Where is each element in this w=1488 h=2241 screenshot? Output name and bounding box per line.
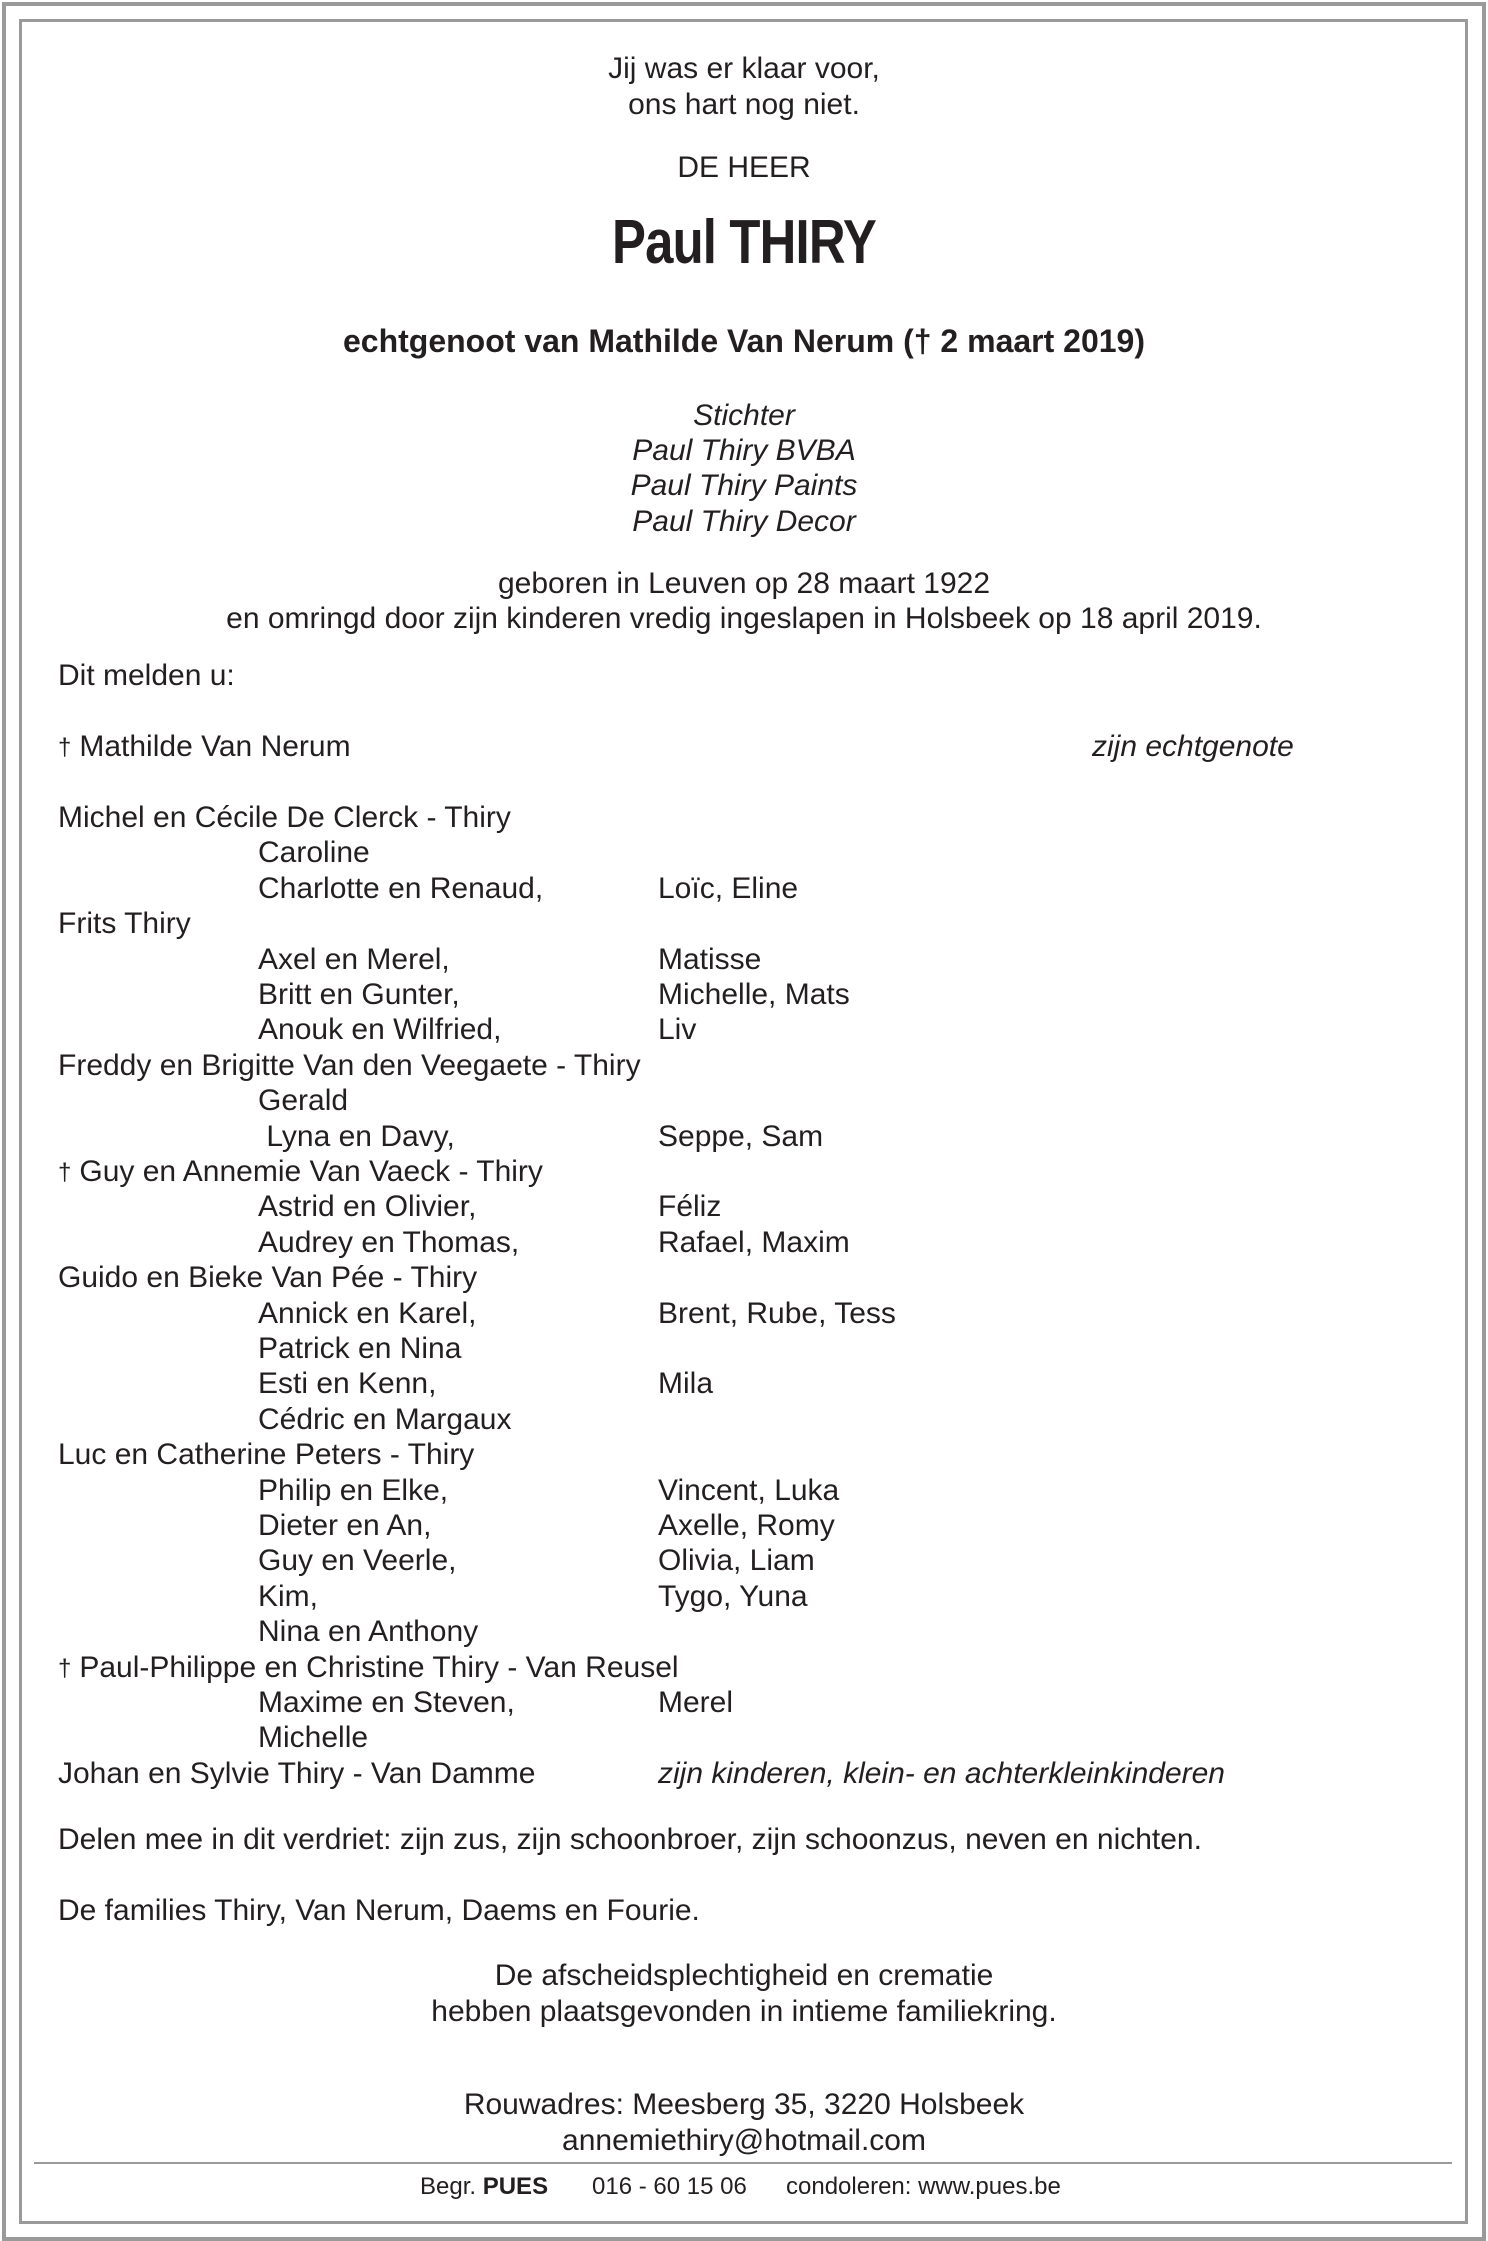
family-member: Annick en Karel, bbox=[258, 1296, 477, 1330]
share-line: Delen mee in dit verdriet: zijn zus, zijn schoonbroer, zijn schoonzus, neven en nichten. bbox=[58, 1823, 1202, 1856]
birth-line: geboren in Leuven op 28 maart 1922 bbox=[497, 567, 991, 600]
family-head-name: Johan en Sylvie Thiry - Van Damme bbox=[58, 1756, 536, 1790]
family-member: Dieter en An, bbox=[258, 1509, 432, 1542]
cross-icon: † bbox=[58, 1654, 72, 1682]
family-head-name: Paul-Philippe en Christine Thiry - Van Reusel bbox=[79, 1650, 679, 1684]
death-line: en omringd door zijn kinderen vredig ingeslapen in Holsbeek op 18 april 2019. bbox=[226, 602, 1262, 635]
family-head bbox=[58, 1260, 477, 1296]
family-grandchildren: Olivia, Liam bbox=[658, 1544, 815, 1578]
poem-line-1: Jij was er klaar voor, bbox=[608, 52, 880, 85]
family-head bbox=[58, 1756, 535, 1792]
family-member: Charlotte en Renaud, bbox=[258, 871, 544, 905]
footer-condole: condoleren: www.pues.be bbox=[786, 2173, 1061, 2200]
family-head-name: Guy en Annemie Van Vaeck - Thiry bbox=[79, 1155, 543, 1188]
ceremony-line-2: hebben plaatsgevonden in intieme familiekring. bbox=[431, 1995, 1057, 2028]
family-relation: zijn kinderen, klein- en achterkleinkinderen bbox=[658, 1756, 1225, 1790]
family-head bbox=[58, 1048, 641, 1084]
family-grandchildren: Féliz bbox=[658, 1190, 722, 1224]
ceremony-line-1: De afscheidsplechtigheid en crematie bbox=[494, 1959, 994, 1992]
family-head bbox=[58, 1437, 474, 1473]
family-grandchildren: Loïc, Eline bbox=[658, 871, 799, 905]
family-member: Cédric en Margaux bbox=[258, 1402, 512, 1436]
family-member: Michelle bbox=[258, 1721, 369, 1755]
honorific: DE HEER bbox=[677, 151, 811, 184]
family-grandchildren: Tygo, Yuna bbox=[658, 1579, 808, 1613]
family-grandchildren: Liv bbox=[658, 1013, 697, 1047]
announce-intro: Dit melden u: bbox=[58, 659, 235, 692]
email-line: annemiethiry@hotmail.com bbox=[562, 2124, 926, 2157]
role-founder: Stichter bbox=[693, 399, 795, 432]
family-member: Philip en Elke, bbox=[258, 1473, 449, 1507]
role-company-2: Paul Thiry Paints bbox=[630, 469, 858, 502]
family-head bbox=[58, 1154, 543, 1191]
family-head-name: Freddy en Brigitte Van den Veegaete - Thiry bbox=[58, 1048, 641, 1082]
family-head-name: Guido en Bieke Van Pée - Thiry bbox=[58, 1261, 478, 1295]
family-grandchildren: Mila bbox=[658, 1367, 714, 1401]
family-member: Esti en Kenn, bbox=[258, 1367, 437, 1401]
cross-icon: † bbox=[58, 1159, 72, 1186]
family-grandchildren: Axelle, Romy bbox=[658, 1509, 835, 1542]
family-grandchildren: Matisse bbox=[658, 942, 762, 976]
family-head-name: Michel en Cécile De Clerck - Thiry bbox=[58, 801, 511, 834]
family-member: Astrid en Olivier, bbox=[258, 1190, 477, 1224]
cross-icon: † bbox=[58, 734, 72, 761]
family-member: Nina en Anthony bbox=[258, 1615, 479, 1649]
family-member: Gerald bbox=[258, 1084, 349, 1118]
footer-undertaker-name: PUES bbox=[482, 2173, 549, 2200]
family-grandchildren: Michelle, Mats bbox=[658, 978, 850, 1011]
role-company-1: Paul Thiry BVBA bbox=[632, 434, 856, 467]
family-member: Britt en Gunter, bbox=[258, 978, 460, 1011]
family-member: Patrick en Nina bbox=[258, 1332, 462, 1365]
family-member: Maxime en Steven, bbox=[258, 1686, 515, 1719]
family-member: Axel en Merel, bbox=[258, 942, 450, 976]
family-member: Caroline bbox=[258, 836, 370, 870]
family-member: Guy en Veerle, bbox=[258, 1544, 457, 1578]
family-grandchildren: Merel bbox=[658, 1686, 734, 1719]
deceased-name: Paul THIRY bbox=[612, 208, 876, 277]
family-grandchildren: Rafael, Maxim bbox=[658, 1225, 850, 1259]
family-member: Lyna en Davy, bbox=[258, 1119, 455, 1153]
address-line: Rouwadres: Meesberg 35, 3220 Holsbeek bbox=[463, 2088, 1025, 2121]
family-grandchildren: Brent, Rube, Tess bbox=[658, 1296, 896, 1330]
spouse-entry bbox=[58, 729, 351, 766]
role-company-3: Paul Thiry Decor bbox=[632, 505, 856, 538]
poem-line-2: ons hart nog niet. bbox=[628, 88, 860, 121]
family-grandchildren: Vincent, Luka bbox=[658, 1473, 840, 1507]
family-head bbox=[58, 800, 511, 836]
spouse-line: echtgenoot van Mathilde Van Nerum († 2 maart 2019) bbox=[342, 323, 1145, 359]
family-head bbox=[58, 1650, 679, 1687]
family-member: Kim, bbox=[258, 1579, 318, 1613]
family-grandchildren: Seppe, Sam bbox=[658, 1119, 824, 1153]
families-line: De families Thiry, Van Nerum, Daems en Fourie. bbox=[58, 1894, 700, 1927]
family-head-name: Frits Thiry bbox=[58, 907, 191, 941]
footer-begr-label: Begr. bbox=[420, 2173, 477, 2200]
footer-divider bbox=[34, 2162, 1452, 2164]
family-member: Audrey en Thomas, bbox=[258, 1225, 520, 1259]
family-member: Anouk en Wilfried, bbox=[258, 1013, 502, 1047]
family-head bbox=[58, 906, 191, 942]
spouse-relation: zijn echtgenote bbox=[1092, 730, 1294, 763]
footer-phone: 016 - 60 15 06 bbox=[592, 2173, 747, 2200]
family-head-name: Luc en Catherine Peters - Thiry bbox=[58, 1438, 475, 1472]
spouse-entry-name: Mathilde Van Nerum bbox=[79, 730, 351, 763]
footer-undertaker bbox=[420, 2172, 548, 2202]
